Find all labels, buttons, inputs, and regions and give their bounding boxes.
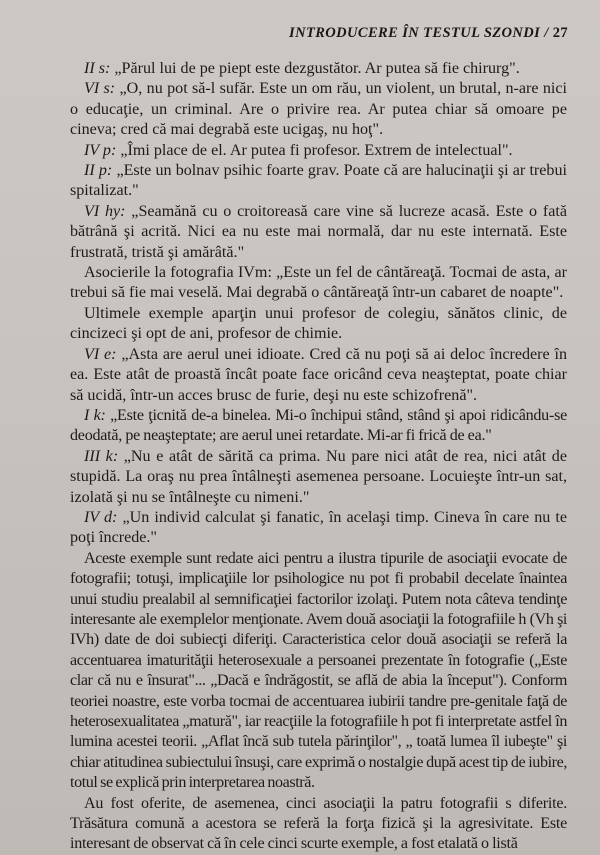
paragraph — [70, 794, 567, 855]
paragraph — [70, 447, 567, 508]
paragraph-text: „Un individ calculat şi fanatic, în acelaşi timp. Cineva în care nu te poţi încrede." — [70, 508, 567, 547]
photo-label: VI hy: — [84, 202, 126, 220]
paragraph-text: „Este un bolnav psihic foarte grav. Poate că are halucinaţii şi ar trebui spitalizat." — [70, 162, 567, 200]
paragraph-text: Ultimele exemple aparţin unui profesor de colegiu, sănătos clinic, de cincizeci şi opt de ani, profesor de chimie. — [70, 304, 567, 343]
paragraph — [70, 406, 567, 447]
running-header — [289, 25, 568, 42]
paragraph-text: Asocierile la fotografia IVm: „Este un fel de cântăreaţă. Tocmai de asta, ar trebui să fie mai veselă. Mai degrabă o cântăreaţă într-un cabaret de noapte". — [70, 264, 567, 302]
paragraph-text: „Părul lui de pe piept este dezgustător. Ar putea să fie chirurg". — [110, 60, 520, 77]
header-separator: / — [540, 25, 553, 41]
photo-label: II s: — [84, 60, 111, 77]
paragraph-text: Aceste exemple sunt redate aici pentru a ilustra tipurile de asociaţii evocate de fotografii; totuşi, implicaţiile lor psihologice nu pot fi probabil decelate înaintea unui studiu prealabil al semnificaţiei factorilor izolaţi. Putem nota câteva tendinţe interesante ale exemplelor menţionate. Avem două asociaţii la fotografiile h (Vh şi IVh) date de doi subiecţi diferiţi. Caracteristica celor două asociaţii se referă la accentuarea imaturităţii heterosexuale a persoanei prezentate în fotografie („Este clar că nu e însurat"... „Dacă e îndrăgostit, se află de abia la început"). Conform teoriei noastre, este vorba tocmai de accentuarea iubirii tandre pre-genitale faţă de heterosexualitatea „matură", iar reacţiile la fotografiile h pot fi interpretate astfel în lumina acestei teorii. „Aflat încă sub tutela părinţilor", „ toată lumea îl iubeşte" şi chiar atitudinea subiectului însuşi, care exprimă o nostalgie după acest tip de iubire, totul se explică prin interpretarea noastră. — [70, 549, 567, 792]
paragraph — [70, 304, 567, 345]
paragraph — [70, 59, 567, 79]
paragraph-text: Au fost oferite, de asemenea, cinci asociaţii la patru fotografii s diferite. Trăsătura comună a acestora se referă la forţa fizică şi la agresivitate. Este interesant de observat că în cele cinci scurte exemple, a fost etalată o listă — [70, 794, 567, 853]
paragraph — [70, 345, 567, 406]
paragraph — [70, 202, 567, 263]
photo-label: VI e: — [84, 345, 117, 363]
photo-label: VI s: — [84, 80, 116, 98]
paragraph-text: „O, nu pot să-l sufăr. Este un om rău, un violent, un brutal, n-are nici o educaţie, un criminal. Are o privire rea. Ar putea chiar să omoare pe cineva; cred că mai degrabă este ucigaş, nu hoţ". — [70, 80, 567, 139]
paragraph — [70, 141, 567, 161]
paragraph-text: „Îmi place de el. Ar putea fi profesor. Extrem de intelectual". — [116, 141, 513, 159]
photo-label: IV p: — [84, 141, 117, 159]
paragraph-text: „Asta are aerul unei idioate. Cred că nu poţi să ai deloc încredere în ea. Este atât de proastă încât poate face oricând ceva neaşteptat, poate chiar să ucidă, într-un acces brusc de furie, deşi nu este schizofrenă". — [70, 345, 567, 404]
paragraph-text: „Nu e atât de sărită ca prima. Nu pare nici atât de rea, nici atât de stupidă. La oraş nu prea întâlneşti asemenea persoane. Locuieşte într-un sat, izolată şi nu se întâlneşte cu nimeni." — [70, 447, 567, 506]
body-text — [70, 59, 567, 855]
photo-label: III k: — [84, 447, 119, 465]
paragraph — [70, 161, 567, 202]
paragraph — [70, 263, 567, 304]
paragraph-text: „Seamănă cu o croitoreasă care vine să lucreze acasă. Este o fată bătrână şi acrită. Nici ea nu este mai normală, dar nu este internată. Este frustrată, tristă şi amărâtă." — [70, 202, 568, 261]
photo-label: II p: — [84, 162, 113, 180]
paragraph — [70, 549, 567, 794]
paragraph — [70, 508, 567, 549]
photo-label: IV d: — [84, 508, 118, 526]
photo-label: I k: — [84, 406, 106, 424]
paragraph — [70, 79, 567, 140]
paragraph-text: „Este ţicnită de-a binelea. Mi-o închipui stând, stând şi apoi ridicându-se deodată, pe neaşteptate; are aerul unei retardate. Mi-ar fi frică de ea." — [70, 406, 567, 445]
page-number: 27 — [552, 25, 568, 41]
running-title: INTRODUCERE ÎN TESTUL SZONDI — [289, 25, 541, 41]
